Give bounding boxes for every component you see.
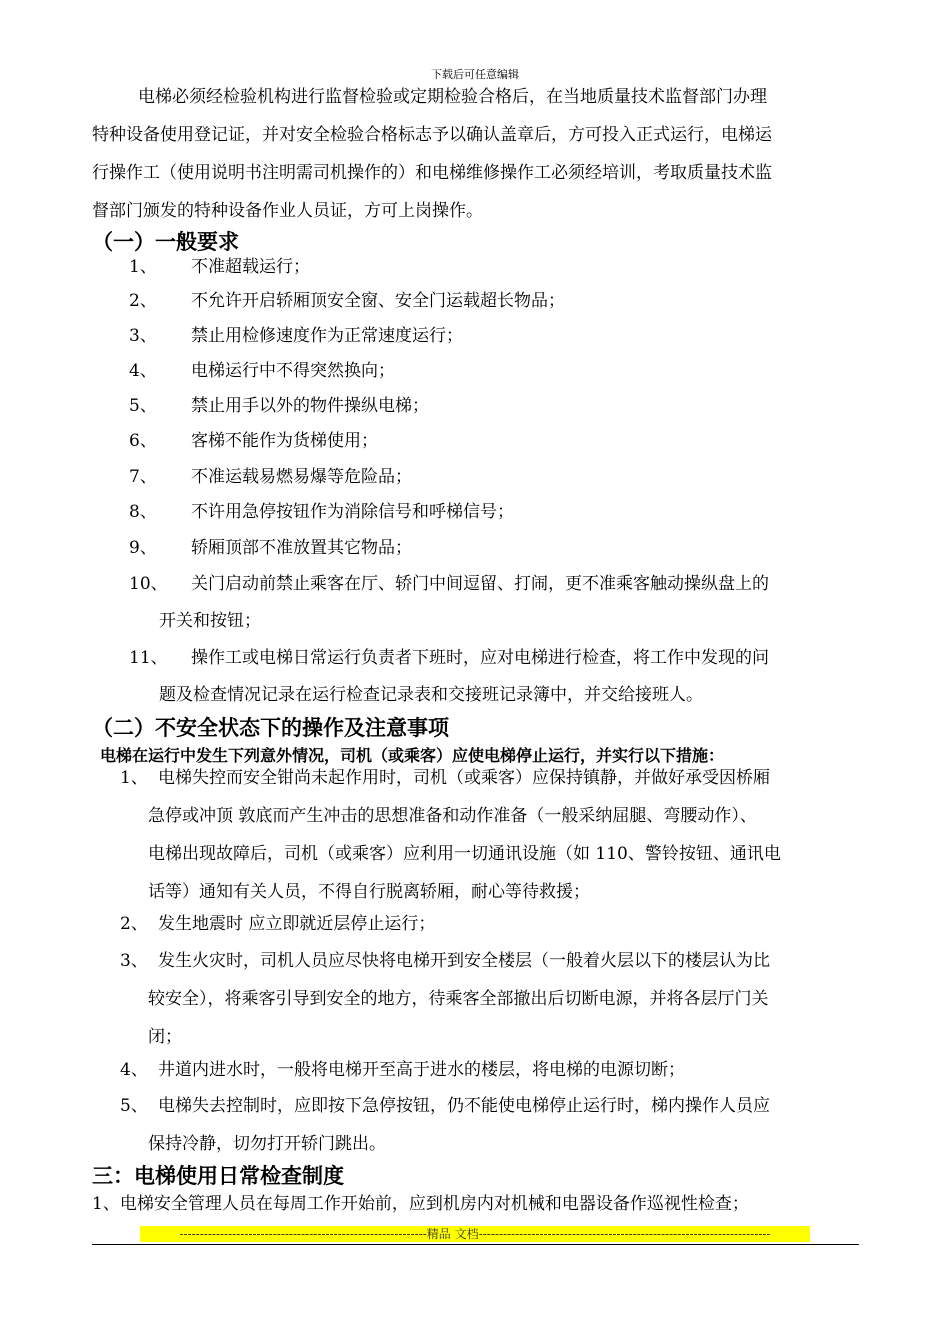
section3-title: 三：电梯使用日常检查制度	[92, 1164, 344, 1188]
item-text-continued: 开关和按钮；	[159, 611, 261, 631]
intro-line: 督部门颁发的特种设备作业人员证，方可上岗操作。	[92, 201, 483, 221]
item-number: 2、	[129, 291, 157, 311]
item-text: 客梯不能作为货梯使用；	[191, 431, 378, 451]
item-text-continued: 保持冷静，切勿打开轿门跳出。	[148, 1134, 386, 1154]
item-text: 井道内进水时，一般将电梯开至高于进水的楼层，将电梯的电源切断；	[158, 1060, 685, 1080]
item-text: 电梯失去控制时，应即按下急停按钮，仍不能使电梯停止运行时，梯内操作人员应	[158, 1096, 770, 1116]
item-text-continued: 较安全），将乘客引导到安全的地方，待乘客全部撤出后切断电源，并将各层厅门关	[148, 989, 769, 1009]
item-text-continued: 电梯出现故障后，司机（或乘客）应利用一切通讯设施（如 110、警铃按钮、通讯电	[148, 844, 781, 864]
item-number: 11、	[129, 648, 168, 668]
item-number: 9、	[129, 538, 157, 558]
footer-banner: -------------------------------------------------------------精品 文档------------------------------------------------------------------------	[140, 1226, 810, 1242]
item-text: 不准超载运行；	[191, 257, 310, 277]
item-number: 3、	[129, 326, 157, 346]
item-text: 操作工或电梯日常运行负责者下班时，应对电梯进行检查，将工作中发现的问	[191, 648, 769, 668]
item-number: 8、	[129, 502, 157, 522]
item-number: 5、	[120, 1096, 148, 1116]
item-text: 电梯运行中不得突然换向；	[191, 361, 395, 381]
item-number: 4、	[129, 361, 157, 381]
item-text: 不允许开启轿厢顶安全窗、安全门运载超长物品；	[191, 291, 565, 311]
intro-paragraph	[92, 78, 862, 230]
item-number: 4、	[120, 1060, 148, 1080]
item-text: 不准运载易燃易爆等危险品；	[191, 467, 412, 487]
item-text: 关门启动前禁止乘客在厅、轿门中间逗留、打闹，更不准乘客触动操纵盘上的	[191, 574, 769, 594]
item-number: 6、	[129, 431, 157, 451]
item-text-continued: 话等）通知有关人员，不得自行脱离轿厢，耐心等待救援；	[148, 882, 590, 902]
item-number: 5、	[129, 396, 157, 416]
item-number: 7、	[129, 467, 157, 487]
intro-line: 电梯必须经检验机构进行监督检验或定期检验合格后，在当地质量技术监督部门办理	[138, 87, 767, 107]
header-note: 下载后可任意编辑	[431, 68, 519, 81]
intro-line: 行操作工（使用说明书注明需司机操作的）和电梯维修操作工必须经培训，考取质量技术监	[92, 163, 772, 183]
section2-title: （二）不安全状态下的操作及注意事项	[92, 716, 449, 740]
item-number: 1、	[120, 768, 148, 788]
item-text: 发生火灾时，司机人员应尽快将电梯开到安全楼层（一般着火层以下的楼层认为比	[158, 951, 770, 971]
section2-subtitle: 电梯在运行中发生下列意外情况，司机（或乘客）应使电梯停止运行，并实行以下措施：	[100, 746, 725, 765]
item-text: 不许用急停按钮作为消除信号和呼梯信号；	[191, 502, 514, 522]
item-number: 10、	[129, 574, 168, 594]
item-text: 禁止用检修速度作为正常速度运行；	[191, 326, 463, 346]
section1-title: （一）一般要求	[92, 230, 239, 254]
item-text: 发生地震时 应立即就近层停止运行；	[158, 914, 436, 934]
item-text: 电梯失控而安全钳尚未起作用时，司机（或乘客）应保持镇静，并做好承受因桥厢	[158, 768, 770, 788]
item-text-continued: 题及检查情况记录在运行检查记录表和交接班记录簿中，并交给接班人。	[159, 685, 703, 705]
item-number: 2、	[120, 914, 148, 934]
item-text: 禁止用手以外的物件操纵电梯；	[191, 396, 429, 416]
footer-divider	[92, 1244, 859, 1245]
intro-line: 特种设备使用登记证，并对安全检验合格标志予以确认盖章后，方可投入正式运行，电梯运	[92, 125, 772, 145]
item-text-continued: 急停或冲顶 敦底而产生冲击的思想准备和动作准备（一般采纳屈腿、弯腰动作）、	[148, 806, 757, 826]
section3-first-item: 1、电梯安全管理人员在每周工作开始前，应到机房内对机械和电器设备作巡视性检查；	[92, 1194, 749, 1214]
item-text: 轿厢顶部不准放置其它物品；	[191, 538, 412, 558]
item-number: 3、	[120, 951, 148, 971]
item-text-continued: 闭；	[148, 1027, 182, 1047]
item-number: 1、	[129, 257, 157, 277]
